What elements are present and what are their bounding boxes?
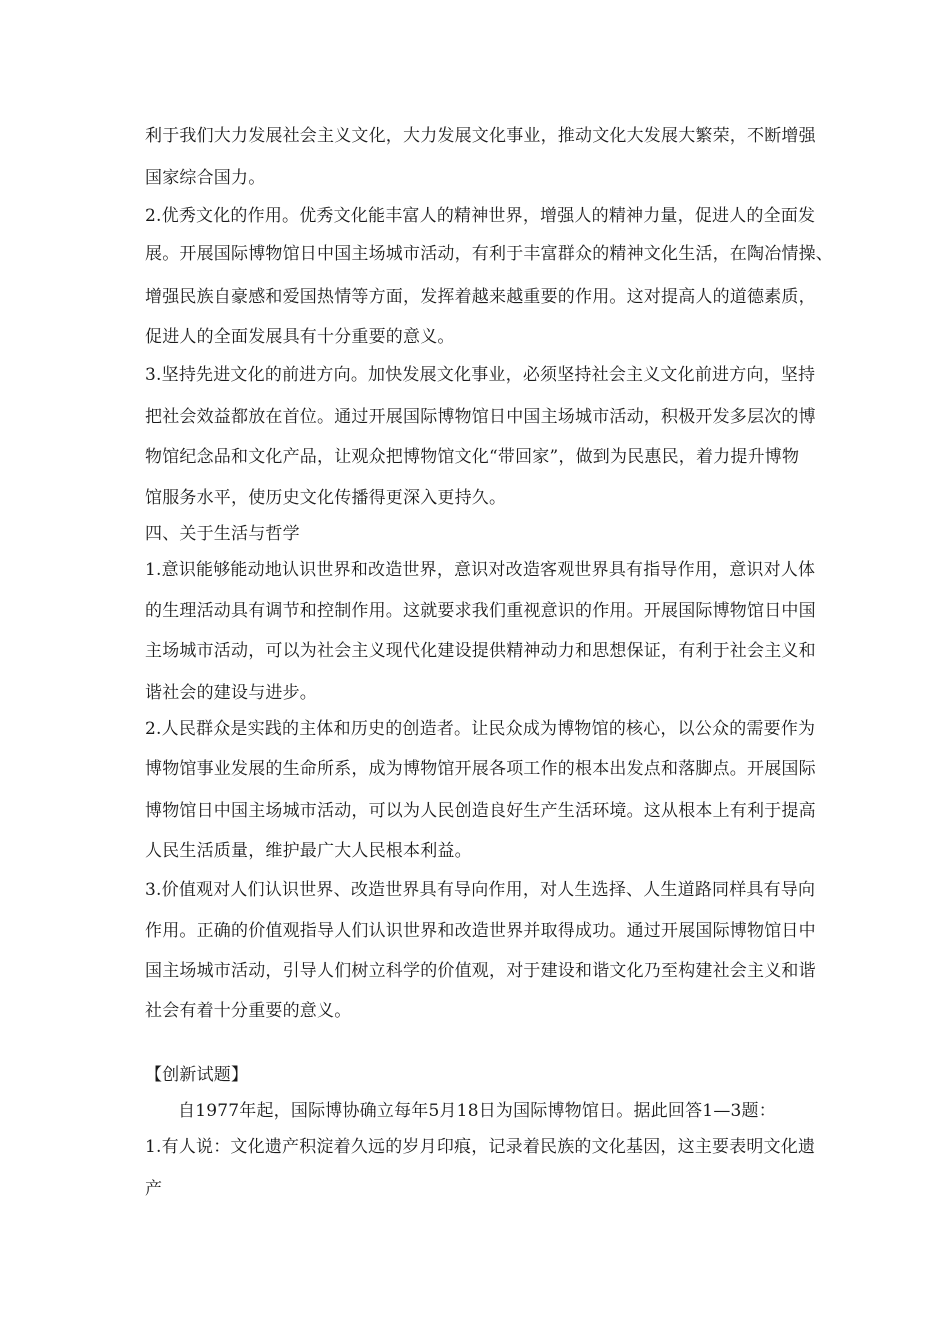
text-line: 的生理活动具有调节和控制作用。这就要求我们重视意识的作用。开展国际博物馆日中国 (145, 601, 816, 621)
text-line: 馆服务水平，使历史文化传播得更深入更持久。 (145, 488, 507, 508)
text-line: 主场城市活动，可以为社会主义现代化建设提供精神动力和思想保证，有利于社会主义和 (145, 641, 816, 661)
text-line: 1.意识能够能动地认识世界和改造世界，意识对改造客观世界具有指导作用，意识对人体 (145, 560, 816, 580)
text-line: 展。开展国际博物馆日中国主场城市活动，有利于丰富群众的精神文化生活，在陶冶情操、 (145, 244, 833, 264)
text-line: 把社会效益都放在首位。通过开展国际博物馆日中国主场城市活动，积极开发多层次的博 (145, 407, 816, 427)
text-line: 博物馆事业发展的生命所系，成为博物馆开展各项工作的根本出发点和落脚点。开展国际 (145, 759, 816, 779)
text-line: 国家综合国力。 (145, 168, 266, 188)
text-line: 3.坚持先进文化的前进方向。加快发展文化事业，必须坚持社会主义文化前进方向，坚持 (145, 365, 816, 385)
section-heading: 【创新试题】 (145, 1065, 249, 1085)
section-heading: 四、关于生活与哲学 (145, 524, 300, 544)
text-line: 社会有着十分重要的意义。 (145, 1001, 352, 1021)
text-line: 2.优秀文化的作用。优秀文化能丰富人的精神世界，增强人的精神力量，促进人的全面发 (145, 206, 816, 226)
question-intro: 自1977年起，国际博协确立每年5月18日为国际博物馆日。据此回答1—3题： (178, 1101, 776, 1121)
text-line: 2.人民群众是实践的主体和历史的创造者。让民众成为博物馆的核心，以公众的需要作为 (145, 719, 816, 739)
text-line: 作用。正确的价值观指导人们认识世界和改造世界并取得成功。通过开展国际博物馆日中 (145, 921, 816, 941)
text-line: 物馆纪念品和文化产品，让观众把博物馆文化“带回家”，做到为民惠民，着力提升博物 (145, 447, 800, 467)
text-line: 国主场城市活动，引导人们树立科学的价值观，对于建设和谐文化乃至构建社会主义和谐 (145, 961, 816, 981)
text-line: 利于我们大力发展社会主义文化，大力发展文化事业，推动文化大发展大繁荣，不断增强 (145, 126, 816, 146)
text-line: 增强民族自豪感和爱国热情等方面，发挥着越来越重要的作用。这对提高人的道德素质， (145, 287, 816, 307)
text-line: 人民生活质量，维护最广大人民根本利益。 (145, 841, 472, 861)
text-line: 促进人的全面发展具有十分重要的意义。 (145, 327, 455, 347)
question-text: 1.有人说：文化遗产积淀着久远的岁月印痕，记录着民族的文化基因，这主要表明文化遗 (145, 1137, 816, 1157)
question-text: 产 (145, 1179, 163, 1199)
text-line: 3.价值观对人们认识世界、改造世界具有导向作用，对人生选择、人生道路同样具有导向 (145, 880, 816, 900)
text-line: 谐社会的建设与进步。 (145, 683, 317, 703)
text-line: 博物馆日中国主场城市活动，可以为人民创造良好生产生活环境。这从根本上有利于提高 (145, 801, 816, 821)
